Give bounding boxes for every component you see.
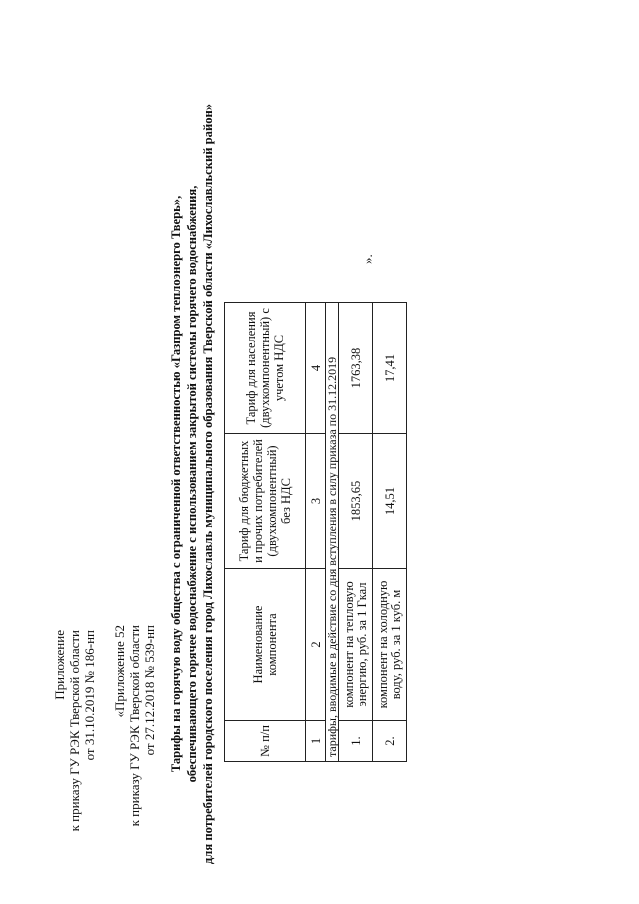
title-line-3: для потребителей городского поселения город Лихославль муниципального образования Тверской области «Лихославльский район»: [201, 103, 215, 865]
row-number: 1.: [339, 721, 373, 762]
column-number: 3: [306, 434, 326, 569]
attachment-line-2: к приказу ГУ РЭК Тверской области: [67, 630, 82, 832]
column-number: 2: [306, 569, 326, 721]
population-tariff-value: 1763,38: [339, 303, 373, 434]
header-budget-tariff: Тариф для бюджетных и прочих потребителей (двухкомпонентный) без НДС: [225, 434, 306, 569]
header-population-tariff: Тариф для населения (двухкомпонентный) с учетом НДС: [225, 303, 306, 434]
component-name: компонент на холодную воду, руб. за 1 куб. м: [373, 569, 407, 721]
tariff-table: [224, 302, 407, 762]
previous-appendix-line-2: к приказу ГУ РЭК Тверской области: [127, 625, 142, 827]
previous-appendix-line-3: от 27.12.2018 № 539-нп: [142, 625, 157, 756]
previous-appendix-line-1: «Приложение 52: [112, 625, 127, 718]
table-header-row: [225, 303, 306, 762]
column-number: 4: [306, 303, 326, 434]
budget-tariff-value: 14,51: [373, 434, 407, 569]
attachment-line-1: Приложение: [52, 630, 67, 700]
header-number: № п/п: [225, 721, 306, 762]
component-name: компонент на тепловую энергию, руб. за 1 Гкал: [339, 569, 373, 721]
title-line-2: обеспечивающего горячее водоснабжение с использованием закрытой системы горячего водоснабжения,: [185, 185, 199, 783]
row-number: 2.: [373, 721, 407, 762]
attachment-header: [52, 630, 97, 890]
document-title: [168, 94, 216, 874]
previous-appendix-header: [112, 625, 157, 885]
table-row: [339, 303, 373, 762]
budget-tariff-value: 1853,65: [339, 434, 373, 569]
column-number: 1: [306, 721, 326, 762]
closing-quote-mark: ».: [360, 254, 375, 264]
section-row: [326, 303, 339, 762]
section-label: тарифы, вводимые в действие со дня вступления в силу приказа по 31.12.2019: [326, 303, 339, 762]
population-tariff-value: 17,41: [373, 303, 407, 434]
attachment-line-3: от 31.10.2019 № 186-нп: [82, 630, 97, 761]
title-line-1: Тарифы на горячую воду общества с ограниченной ответственностью «Газпром теплоэнерго Тверь»,: [169, 195, 183, 773]
table-row: [373, 303, 407, 762]
column-number-row: [306, 303, 326, 762]
header-component-name: Наименование компонента: [225, 569, 306, 721]
